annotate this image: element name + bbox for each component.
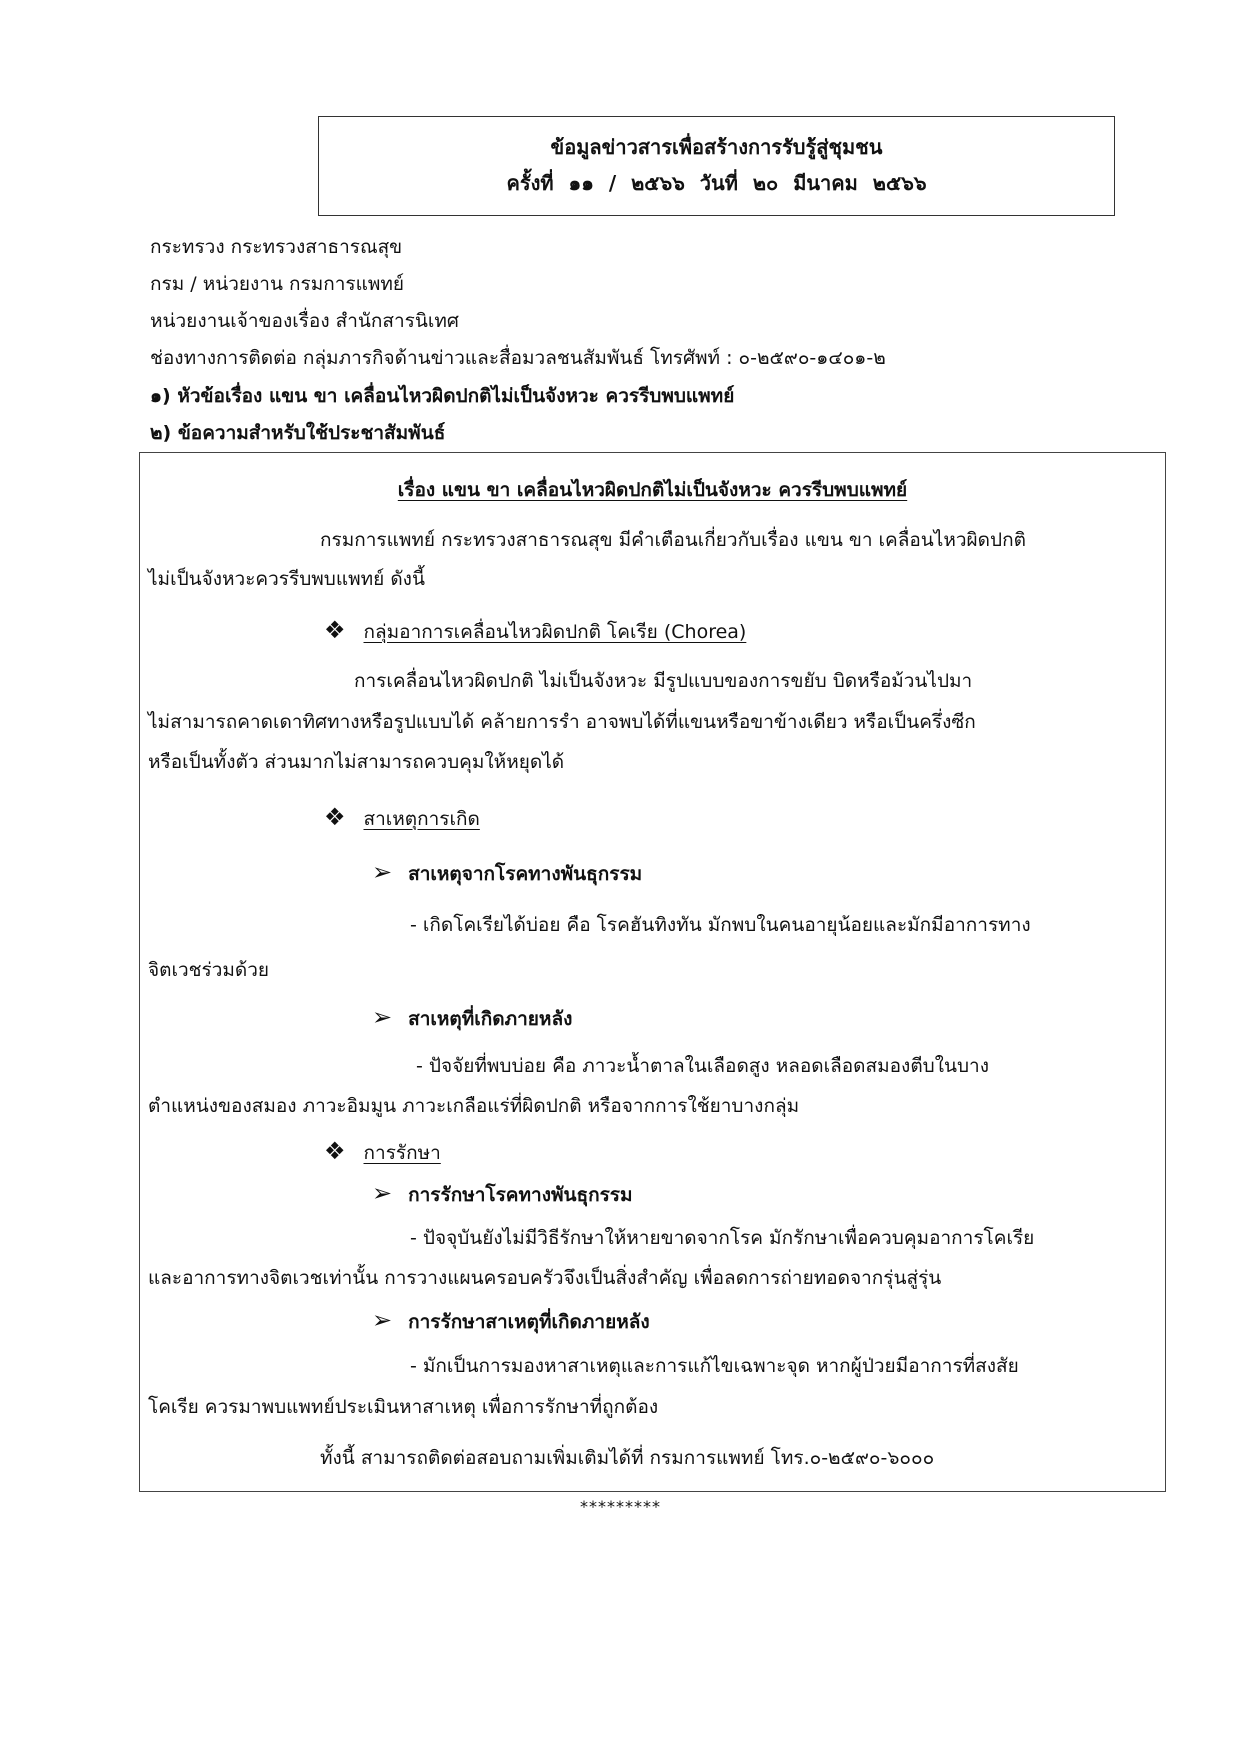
arrow-bullet-icon: ➢ (372, 1179, 393, 1207)
arrow-bullet-icon: ➢ (372, 858, 393, 886)
document-title: ข้อมูลข่าวสารเพื่อสร้างการรับรู้สู่ชุมชน (550, 135, 883, 159)
section-3-heading: การรักษา (363, 1142, 441, 1164)
intro-line-1: กรมการแพทย์ กระทรวงสาธารณสุข มีคำเตือนเกี่ยวกับเรื่อง แขน ขา เคลื่อนไหวผิดปกติ (320, 529, 1026, 551)
section-2b-heading-row (372, 1003, 572, 1034)
section-1-heading: กลุ่มอาการเคลื่อนไหวผิดปกติ โคเรีย (Chorea) (363, 621, 747, 643)
section-3-heading-row (324, 1137, 441, 1168)
section-1-line-3: หรือเป็นทั้งตัว ส่วนมากไม่สามารถควบคุมให้หยุดได้ (148, 751, 565, 773)
content-heading: เรื่อง แขน ขา เคลื่อนไหวผิดปกติไม่เป็นจังหวะ ควรรีบพบแพทย์ (397, 479, 908, 501)
section-1-line-1: การเคลื่อนไหวผิดปกติ ไม่เป็นจังหวะ มีรูปแบบของการขยับ บิดหรือม้วนไปมา (354, 670, 973, 692)
section-2-heading: สาเหตุการเกิด (363, 808, 480, 830)
section-1-heading-row (324, 616, 746, 647)
section-2a-line-2: จิตเวชร่วมด้วย (148, 959, 270, 981)
meta-owner: หน่วยงานเจ้าของเรื่อง สำนักสารนิเทศ (150, 310, 459, 332)
arrow-bullet-icon: ➢ (372, 1003, 393, 1031)
closing-line: ทั้งนี้ สามารถติดต่อสอบถามเพิ่มเติมได้ที่ กรมการแพทย์ โทร.๐-๒๕๙๐-๖๐๐๐ (320, 1447, 935, 1469)
section-2a-heading-row (372, 858, 642, 889)
section-2b-heading: สาเหตุที่เกิดภายหลัง (408, 1008, 573, 1030)
diamond-bullet-icon: ❖ (324, 803, 346, 831)
section-2-heading-row (324, 803, 480, 834)
content-box (139, 452, 1166, 1492)
section-2a-heading: สาเหตุจากโรคทางพันธุกรรม (408, 863, 643, 885)
diamond-bullet-icon: ❖ (324, 616, 346, 644)
section-1-line-2: ไม่สามารถคาดเดาทิศทางหรือรูปแบบได้ คล้ายการรำ อาจพบได้ที่แขนหรือขาข้างเดียว หรือเป็นครึ่งซีก (148, 711, 976, 733)
title-box (318, 116, 1115, 216)
section-2a-line-1: - เกิดโคเรียได้บ่อย คือ โรคฮันทิงทัน มักพบในคนอายุน้อยและมักมีอาการทาง (410, 914, 1031, 936)
intro-line-2: ไม่เป็นจังหวะควรรีบพบแพทย์ ดังนี้ (148, 568, 425, 590)
section-3b-heading: การรักษาสาเหตุที่เกิดภายหลัง (408, 1311, 650, 1333)
meta-department: กรม / หน่วยงาน กรมการแพทย์ (150, 273, 405, 295)
meta-ministry: กระทรวง กระทรวงสาธารณสุข (150, 236, 403, 258)
arrow-bullet-icon: ➢ (372, 1306, 393, 1334)
section-2b-line-2: ตำแหน่งของสมอง ภาวะอิมมูน ภาวะเกลือแร่ที่ผิดปกติ หรือจากการใช้ยาบางกลุ่ม (148, 1095, 800, 1117)
section-3a-line-1: - ปัจจุบันยังไม่มีวิธีรักษาให้หายขาดจากโรค มักรักษาเพื่อควบคุมอาการโคเรีย (410, 1227, 1035, 1249)
meta-contact: ช่องทางการติดต่อ กลุ่มภารกิจด้านข่าวและสื่อมวลชนสัมพันธ์ โทรศัพท์ : ๐-๒๕๙๐-๑๔๐๑-๒ (150, 347, 886, 369)
section-3b-line-2: โคเรีย ควรมาพบแพทย์ประเมินหาสาเหตุ เพื่อการรักษาที่ถูกต้อง (148, 1396, 659, 1418)
meta-topic: ๑) หัวข้อเรื่อง แขน ขา เคลื่อนไหวผิดปกติไม่เป็นจังหวะ ควรรีบพบแพทย์ (150, 385, 735, 407)
section-2b-line-1: - ปัจจัยที่พบบ่อย คือ ภาวะน้ำตาลในเลือดสูง หลอดเลือดสมองตีบในบาง (416, 1055, 989, 1077)
section-3b-line-1: - มักเป็นการมองหาสาเหตุและการแก้ไขเฉพาะจุด หากผู้ป่วยมีอาการที่สงสัย (410, 1355, 1019, 1377)
section-3a-line-2: และอาการทางจิตเวชเท่านั้น การวางแผนครอบครัวจึงเป็นสิ่งสำคัญ เพื่อลดการถ่ายทอดจากรุ่นสู่รุ่น (148, 1267, 942, 1289)
meta-pr-label: ๒) ข้อความสำหรับใช้ประชาสัมพันธ์ (150, 422, 446, 444)
issue-line: ครั้งที่ ๑๑ / ๒๕๖๖ วันที่ ๒๐ มีนาคม ๒๕๖๖ (506, 171, 927, 195)
diamond-bullet-icon: ❖ (324, 1137, 346, 1165)
section-3a-heading: การรักษาโรคทางพันธุกรรม (408, 1184, 633, 1206)
section-3a-heading-row (372, 1179, 633, 1210)
section-3b-heading-row (372, 1306, 650, 1337)
end-marker: ********* (580, 1497, 661, 1516)
